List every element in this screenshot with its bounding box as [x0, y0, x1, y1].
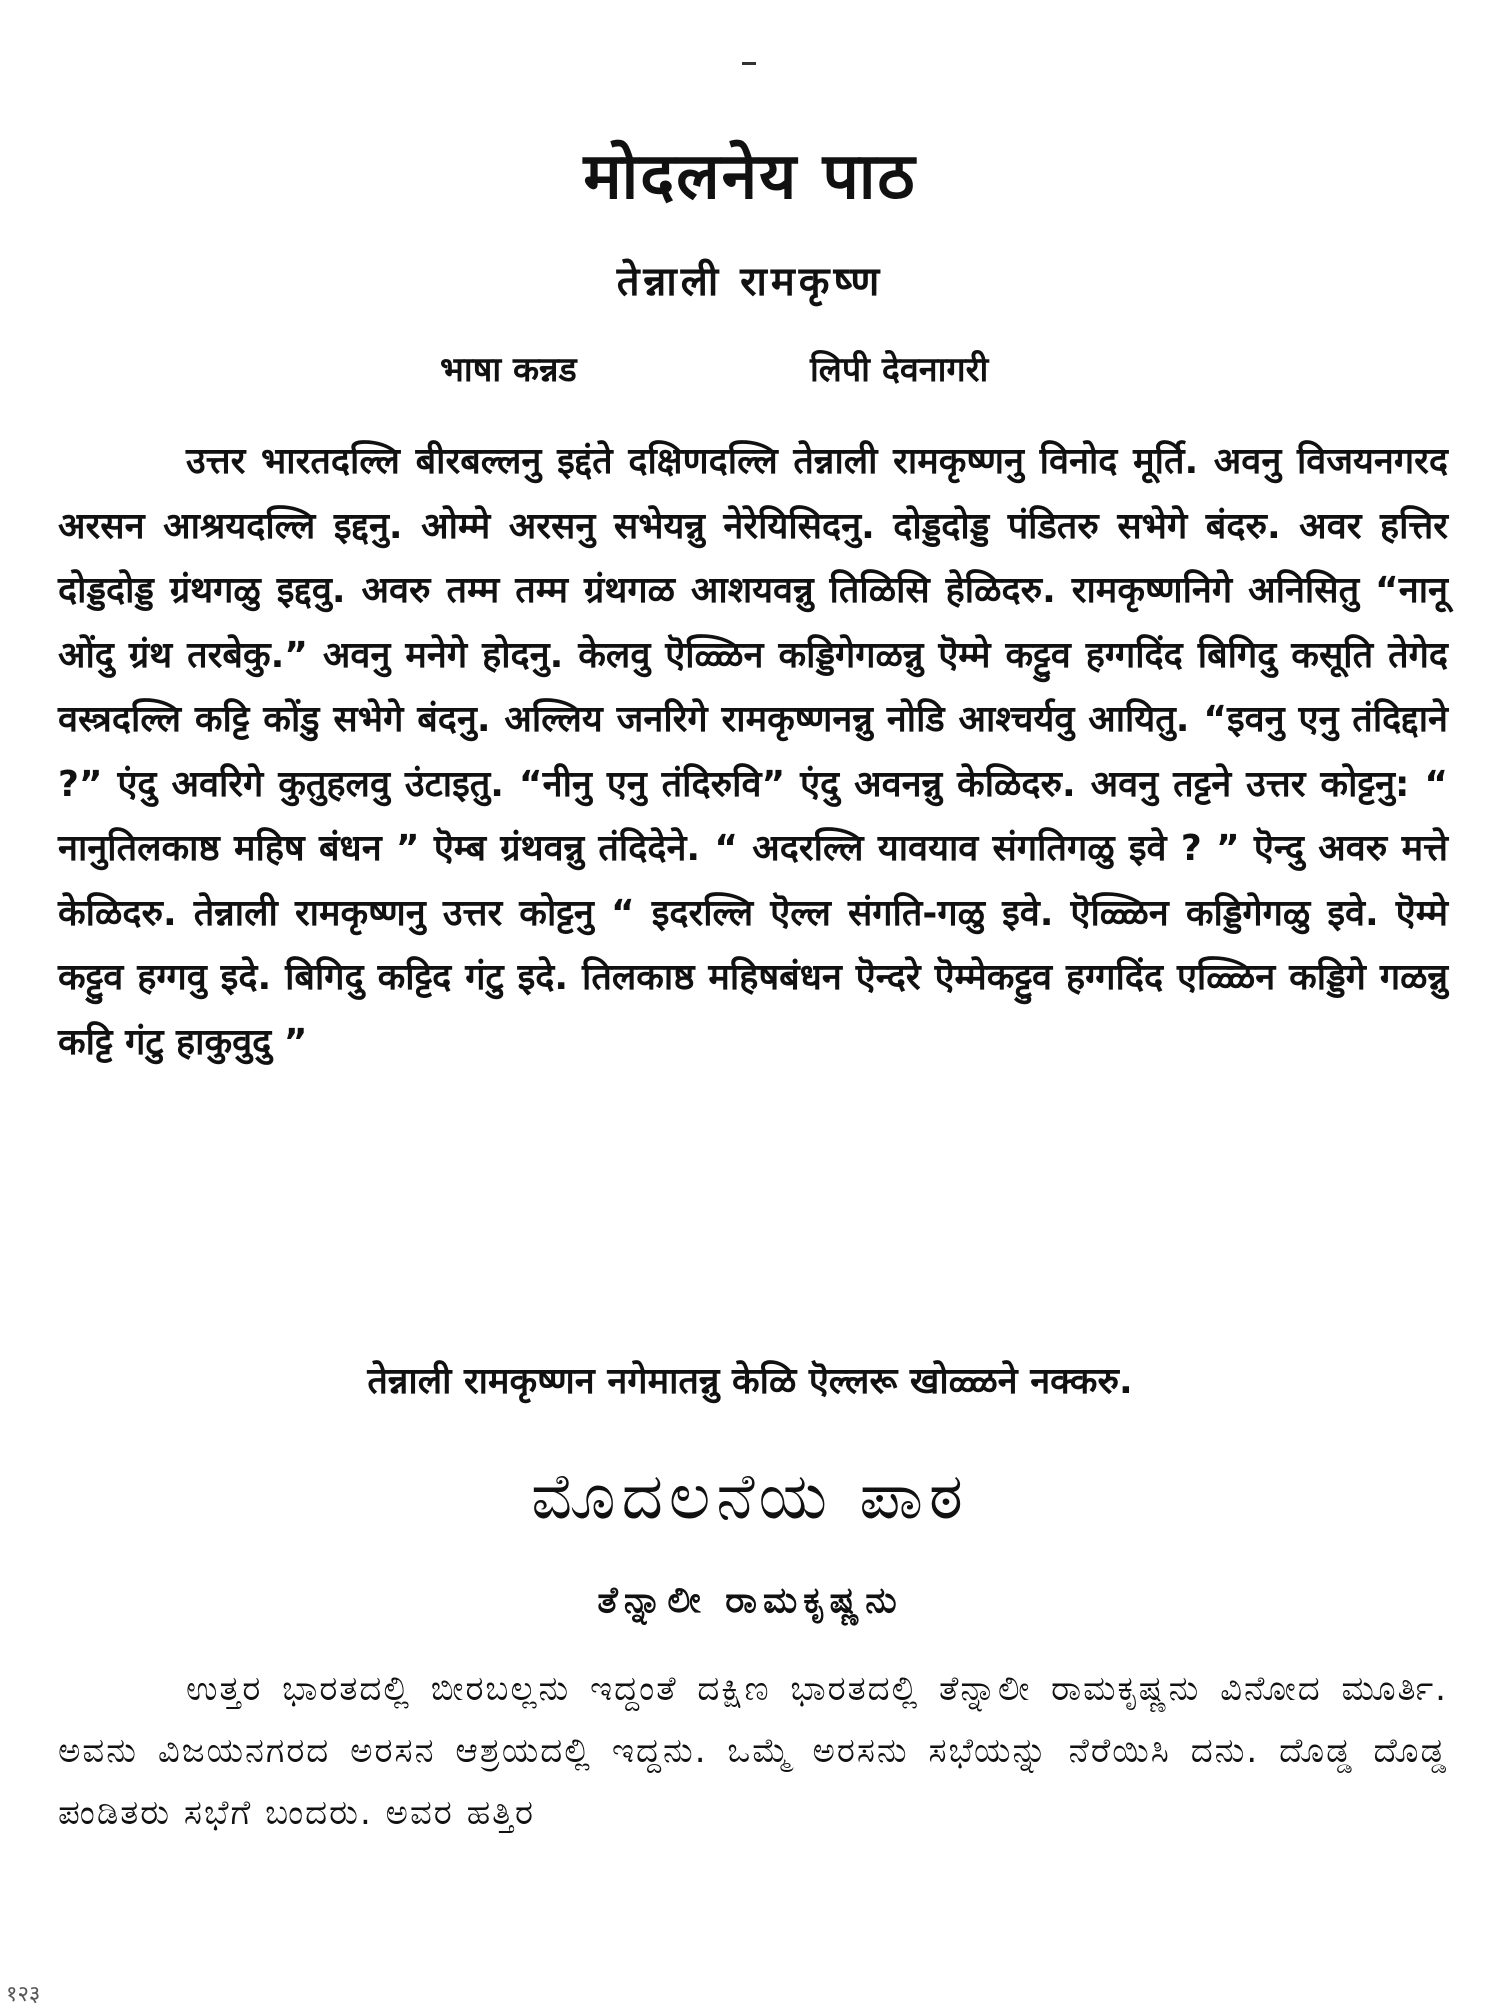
- lesson-title-kannada: ಮೊದಲನೆಯ ಪಾಠ: [531, 1460, 969, 1534]
- lesson-subtitle-kannada: ತೆನ್ನಾಲೀ ರಾಮಕೃಷ್ಣನು: [597, 1580, 903, 1621]
- devanagari-closing-line: तेन्नाली रामकृष्णन नगेमातन्नु केळि ऎल्लरू खोळ्ळने नक्करु.: [367, 1361, 1133, 1402]
- page-number: १२३: [6, 1982, 41, 2007]
- language-label: भाषा कन्नड: [440, 350, 577, 390]
- script-label: लिपी देवनागरी: [810, 350, 989, 390]
- lesson-title-devanagari: मोदलनेय पाठ: [583, 140, 917, 214]
- lesson-subtitle-devanagari: तेन्नाली रामकृष्ण: [616, 259, 884, 305]
- devanagari-paragraph: उत्तर भारतदल्लि बीरबल्लनु इद्दंते दक्षिणदल्लि तेन्नाली रामकृष्णनु विनोद मूर्ति. अवनु विजयनगरद अरसन आश्रयदल्लि इद्दनु. ओम्मे अरसनु सभेयन्नु नेरेयिसिदनु. दोड्डदोड्ड पंडितरु सभेगे बंदरु. अवर हत्तिर दोड्डदोड्ड ग्रंथगळु इद्दवु. अवरु तम्म तम्म ग्रंथगळ आशयवन्नु तिळिसि हेळिदरु. रामकृष्णनिगे अनिसितु “नानू ओंदु ग्रंथ तरबेकु.” अवनु मनेगे होदनु. केलवु ऎळ्ळिन कड्डिगेगळन्नु ऎम्मे कट्टुव हग्गदिंद बिगिदु कसूति तेगेद वस्त्रदल्लि कट्टि कोंडु सभेगे बंदनु. अल्लिय जनरिगे रामकृष्णनन्नु नोडि आश्चर्यवु आयितु. “इवनु एनु तंदिद्दाने ?” एंदु अवरिगे कुतुहलवु उंटाइतु. “नीनु एनु तंदिरुवि” एंदु अवनन्नु केळिदरु. अवनु तट्टने उत्तर कोट्टनु: “ नानुतिलकाष्ठ महिष बंधन ” ऎम्ब ग्रंथवन्नु तंदिदेने. “ अदरल्लि यावयाव संगतिगळु इवे ? ” ऎन्दु अवरु मत्ते केळिदरु. तेन्नाली रामकृष्णनु उत्तर कोट्टनु “ इदरल्लि ऎल्ल संगति-गळु इवे. ऎळ्ळिन कड्डिगेगळु इवे. ऎम्मे कट्टुव हग्गवु इदे. बिगिदु कट्टिद गंटु इदे. तिलकाष्ठ महिषबंधन ऎन्दरे ऎम्मेकट्टुव हग्गदिंद एळ्ळिन कड्डिगे गळन्नु कट्टि गंटु हाकुवुदु ”: [58, 441, 1448, 1063]
- kannada-paragraph: ಉತ್ತರ ಭಾರತದಲ್ಲಿ ಬೀರಬಲ್ಲನು ಇದ್ದಂತೆ ದಕ್ಷಿಣ ಭಾರತದಲ್ಲಿ ತೆನ್ನಾಲೀ ರಾಮಕೃಷ್ಣನು ವಿನೋದ ಮೂರ್ತಿ. ಅವನು ವಿಜಯನಗರದ ಅರಸನ ಆಶ್ರಯದಲ್ಲಿ ಇದ್ದನು. ಒಮ್ಮೆ ಅರಸನು ಸಭೆಯನ್ನು ನೆರೆಯಿಸಿ ದನು. ದೊಡ್ಡ ದೊಡ್ಡ ಪಂಡಿತರು ಸಭೆಗೆ ಬಂದರು. ಅವರ ಹತ್ತಿರ: [58, 1669, 1448, 1833]
- top-tick-mark: [742, 62, 756, 65]
